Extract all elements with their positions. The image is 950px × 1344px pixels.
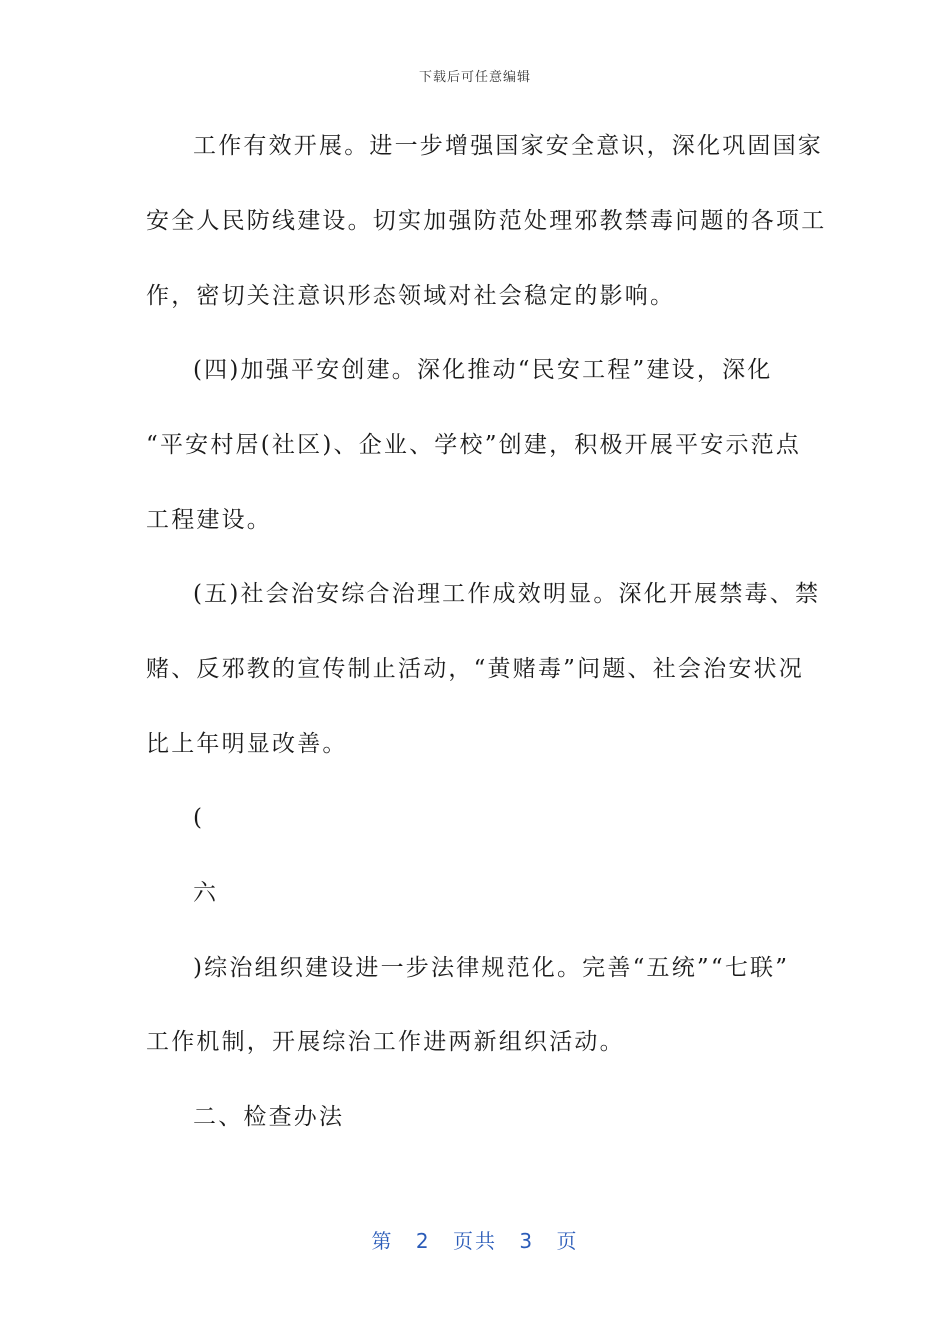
body-line: 安全人民防线建设。切实加强防范处理邪教禁毒问题的各项工 <box>146 208 827 234</box>
body-line: 比上年明显改善。 <box>146 731 348 757</box>
footer-prefix: 第 <box>371 1229 394 1253</box>
body-line: 赌、反邪教的宣传制止活动，“黄赌毒”问题、社会治安状况 <box>146 656 804 682</box>
section-heading: 二、检查办法 <box>193 1104 345 1130</box>
body-line: 作，密切关注意识形态领域对社会稳定的影响。 <box>146 283 676 309</box>
body-line: ( <box>193 805 205 831</box>
body-line: 六 <box>193 880 219 906</box>
body-line: (五)社会治安综合治理工作成效明显。深化开展禁毒、禁 <box>193 581 821 607</box>
body-line: 工作机制，开展综治工作进两新组织活动。 <box>146 1029 625 1055</box>
footer-total-pages: 3 <box>519 1229 535 1253</box>
body-line: 工作有效开展。进一步增强国家安全意识，深化巩固国家 <box>193 133 823 159</box>
body-line: 工程建设。 <box>146 507 272 533</box>
page-footer <box>0 1225 950 1254</box>
footer-page-number: 2 <box>415 1229 431 1253</box>
page-header: 下载后可任意编辑 <box>418 70 531 85</box>
footer-suffix: 页 <box>556 1229 579 1253</box>
body-line: )综治组织建设进一步法律规范化。完善“五统”“七联” <box>193 955 790 981</box>
body-line: “平安村居(社区)、企业、学校”创建，积极开展平安示范点 <box>146 432 802 458</box>
footer-middle: 页共 <box>453 1229 497 1253</box>
body-line: (四)加强平安创建。深化推动“民安工程”建设，深化 <box>193 357 773 383</box>
